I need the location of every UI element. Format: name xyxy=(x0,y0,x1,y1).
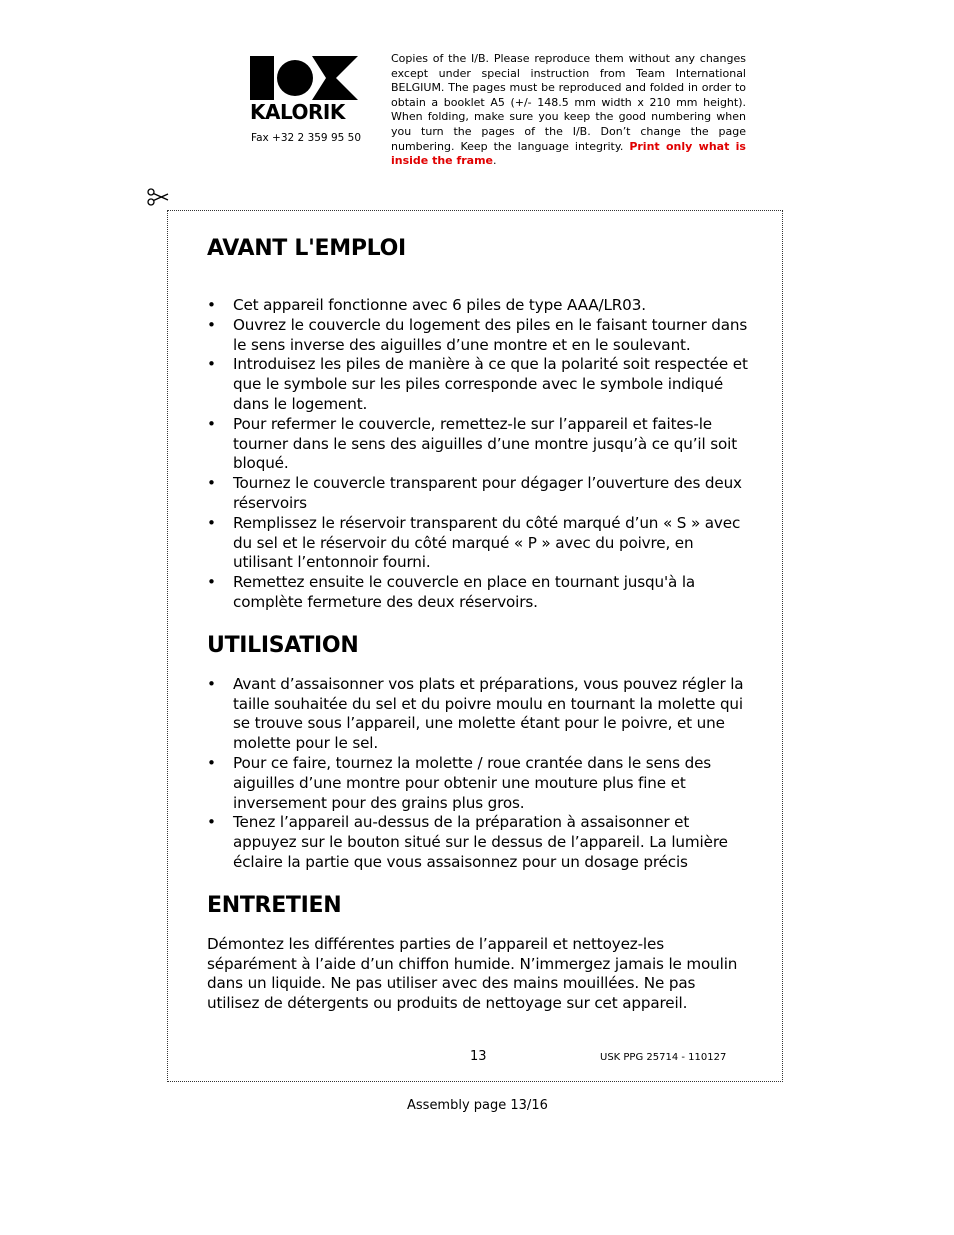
notice-text: Copies of the I/B. Please reproduce them without any changes except under special instruction from Team International BELGIUM. The pages must be reproduced and folded in order to obtain a booklet A5 (+/- 148.5 mm width x 210 mm height). When folding, make sure you keep the good numbering when you turn the pages of the I/B. Don’t change the page numbering. Keep the language integrity. xyxy=(391,52,746,153)
avant-emploi-list xyxy=(207,296,752,613)
svg-text:KALORIK: KALORIK xyxy=(250,100,345,122)
bullet-icon: • xyxy=(207,513,216,532)
kalorik-logo xyxy=(250,56,360,122)
section-title-avant-emploi: AVANT L'EMPLOI xyxy=(207,236,406,261)
bullet-icon: • xyxy=(207,355,216,374)
bullet-icon: • xyxy=(207,674,216,693)
list-item-text: Tournez le couvercle transparent pour dégager l’ouverture des deux réservoirs xyxy=(233,474,742,512)
page-number: 13 xyxy=(470,1049,487,1064)
list-item xyxy=(207,754,752,813)
utilisation-list xyxy=(207,675,752,873)
list-item-text: Pour ce faire, tournez la molette / roue crantée dans le sens des aiguilles d’une montre pour obtenir une mouture plus fine et inversement pour des grains plus gros. xyxy=(233,753,712,812)
list-item xyxy=(207,573,752,613)
entretien-paragraph: Démontez les différentes parties de l’appareil et nettoyez-les séparément à l’aide d’un chiffon humide. N’immergez jamais le moulin dans un liquide. Ne pas utiliser avec des mains mouillées. Ne pas utilisez de détergents ou produits de nettoyage sur cet appareil. xyxy=(207,934,738,1013)
section-title-utilisation: UTILISATION xyxy=(207,632,359,658)
bullet-icon: • xyxy=(207,573,216,592)
list-item xyxy=(207,675,752,754)
page-content xyxy=(207,236,752,1014)
list-item xyxy=(207,813,752,872)
scissors-icon xyxy=(147,187,169,211)
list-item xyxy=(207,316,752,356)
bullet-icon: • xyxy=(207,296,216,314)
list-item-text: Remettez ensuite le couvercle en place en tournant jusqu'à la complète fermeture des deux réservoirs. xyxy=(233,573,696,611)
section-title-entretien: ENTRETIEN xyxy=(207,892,342,918)
list-item-text: Introduisez les piles de manière à ce que la polarité soit respectée et que le symbole sur les piles corresponde avec le symbole indiqué dans le logement. xyxy=(233,355,748,413)
bullet-icon: • xyxy=(207,414,216,433)
notice-emphasis: Print only what is inside the frame xyxy=(391,139,746,168)
list-item xyxy=(207,474,752,514)
assembly-page: Assembly page 13/16 xyxy=(407,1098,548,1113)
bullet-icon: • xyxy=(207,315,216,334)
print-notice xyxy=(391,52,746,169)
bullet-icon: • xyxy=(207,753,216,772)
list-item xyxy=(207,415,752,474)
list-item xyxy=(207,514,752,573)
document-reference: USK PPG 25714 - 110127 xyxy=(600,1052,727,1063)
list-item-text: Pour refermer le couvercle, remettez-le sur l’appareil et faites-le tourner dans le sens des aiguilles d’une montre jusqu’à ce qu’il soit bloqué. xyxy=(233,414,738,473)
bullet-icon: • xyxy=(207,813,216,832)
list-item xyxy=(207,296,752,316)
list-item xyxy=(207,355,752,414)
fax-number: Fax +32 2 359 95 50 xyxy=(251,132,362,144)
notice-end: . xyxy=(493,154,497,168)
bullet-icon: • xyxy=(207,474,216,493)
list-item-text: Ouvrez le couvercle du logement des piles en le faisant tourner dans le sens inverse des aiguilles d’une montre et en le soulevant. xyxy=(233,315,748,354)
list-item-text: Tenez l’appareil au-dessus de la préparation à assaisonner et appuyez sur le bouton situé sur le dessus de l’appareil. La lumière éclaire la partie que vous assaisonnez pour un dosage précis xyxy=(233,813,728,871)
list-item-text: Avant d’assaisonner vos plats et préparations, vous pouvez régler la taille souhaitée du sel et du poivre moulu en tournant la molette qui se trouve sous l’appareil, une molette étant pour le poivre, et une molette pour le sel. xyxy=(233,674,744,753)
list-item-text: Remplissez le réservoir transparent du côté marqué d’un « S » avec du sel et le réservoir du côté marqué « P » avec du poivre, en utilisant l’entonnoir fourni. xyxy=(233,513,741,572)
list-item-text: Cet appareil fonctionne avec 6 piles de type AAA/LR03. xyxy=(233,296,646,314)
